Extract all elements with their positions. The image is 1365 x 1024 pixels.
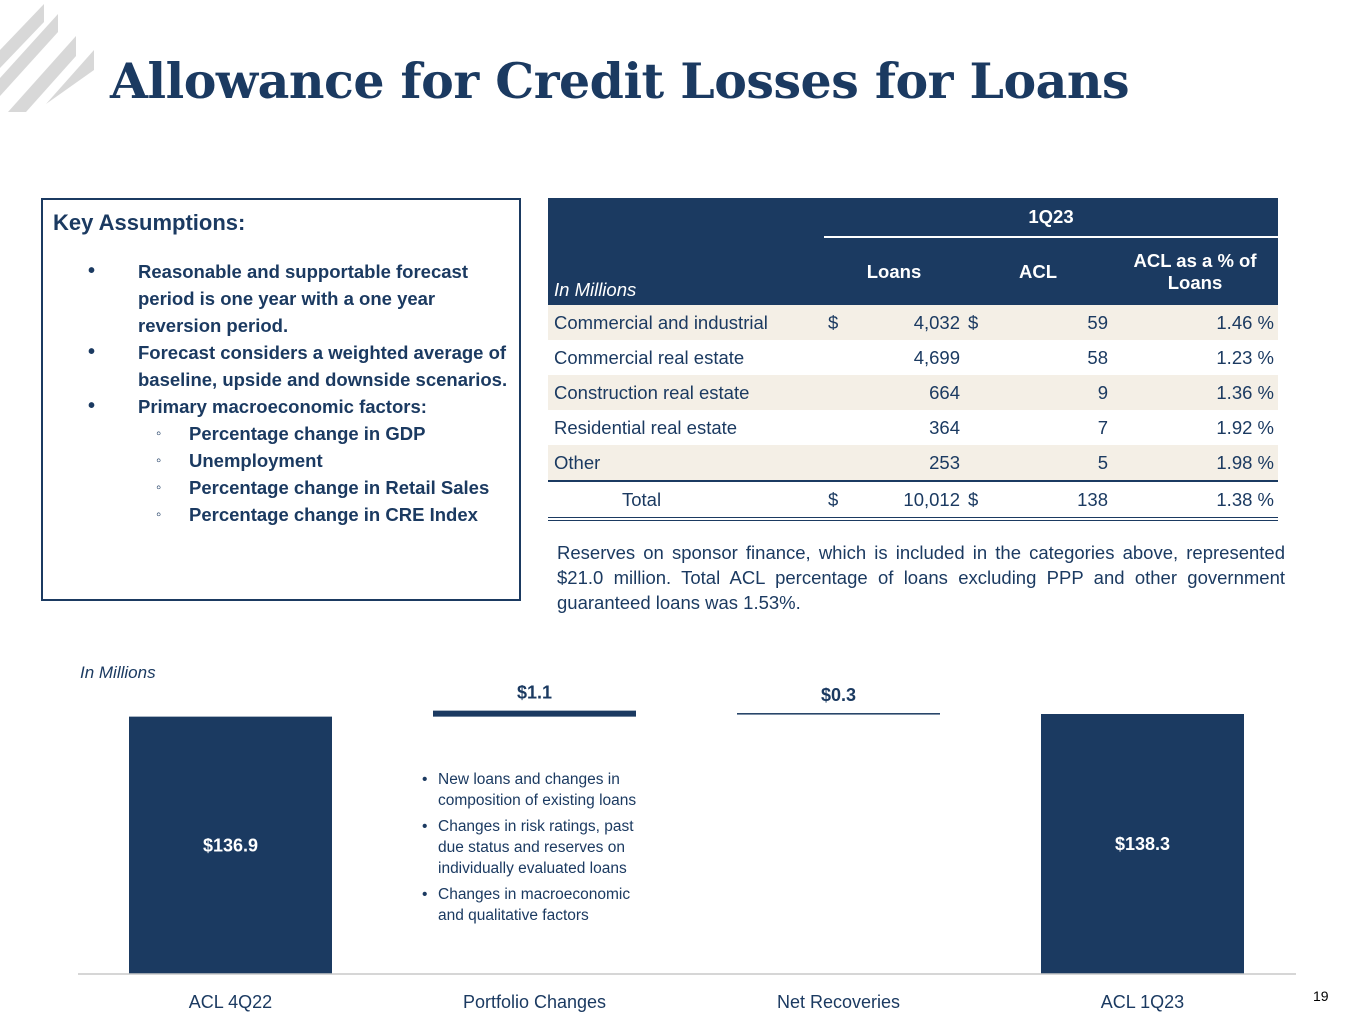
bar-value-label: $136.9 [202, 835, 259, 856]
loans-value: 4,032 [856, 305, 964, 340]
category-label: Portfolio Changes [462, 992, 607, 1012]
dollar-sign: $ [964, 305, 996, 340]
dollar-sign: $ [964, 481, 996, 519]
dollar-sign [824, 445, 856, 481]
row-label: Construction real estate [548, 375, 824, 410]
key-assumptions-list [53, 258, 509, 528]
acl-pct-value: 1.98 % [1112, 445, 1278, 481]
dollar-sign [824, 375, 856, 410]
page-number: 19 [1313, 988, 1329, 1004]
key-assumptions-heading: Key Assumptions: [53, 210, 246, 235]
row-label: Commercial and industrial [548, 305, 824, 340]
waterfall-bar [737, 713, 940, 715]
chart-units-label: In Millions [80, 663, 156, 682]
dollar-sign [964, 340, 996, 375]
annotation-bullet: • [422, 771, 428, 788]
acl-pct-value: 1.36 % [1112, 375, 1278, 410]
row-label: Commercial real estate [554, 346, 745, 368]
assumption-subitem: ◦ Percentage change in GDP [53, 420, 509, 447]
table-header-blank [548, 198, 824, 237]
table-units-label: In Millions [548, 237, 824, 305]
assumption-item: • Forecast considers a weighted average of baseline, upside and downside scenarios. [53, 339, 509, 393]
acl-value: 7 [1097, 416, 1108, 438]
dollar-sign [964, 410, 996, 445]
loans-value: 253 [856, 445, 964, 481]
row-label: Residential real estate [554, 416, 738, 438]
col-header-acl: ACL [964, 237, 1112, 305]
assumption-item: • Reasonable and supportable forecast period is one year with a one year reversion period. [53, 258, 509, 339]
acl-pct-value: 1.23 % [1216, 346, 1274, 368]
assumption-subitem: ◦ Percentage change in CRE Index [53, 501, 509, 528]
category-label: ACL 4Q22 [188, 992, 273, 1012]
dollar-sign [964, 375, 996, 410]
acl-waterfall-chart [0, 640, 1365, 1024]
acl-value: 58 [1087, 346, 1108, 368]
annotation-text: New loans and changes in composition of existing loans [438, 771, 637, 809]
dollar-sign: $ [824, 305, 856, 340]
reserves-note: Reserves on sponsor finance, which is included in the categories above, represented $21.0 million. Total ACL percentage of loans excluding PPP and other government guaranteed loans was 1.53%. [557, 542, 1285, 613]
page-title: Allowance for Credit Losses for Loans [110, 52, 1130, 110]
loans-value: 664 [856, 375, 964, 410]
annotation-bullet: • [422, 886, 428, 903]
acl-value: 9 [996, 375, 1112, 410]
acl-table [548, 198, 1278, 521]
annotation-text: Changes in risk ratings, past due status and reserves on individually evaluated loans [438, 818, 634, 877]
row-label: Total [548, 481, 824, 519]
col-header-loans: Loans [824, 237, 964, 305]
table-total-row [548, 481, 1278, 519]
company-logo [0, 0, 100, 115]
bar-value-label: $138.3 [1114, 834, 1171, 854]
bar-value-label: $0.3 [820, 685, 857, 706]
annotation-bullet: • [422, 818, 428, 835]
dollar-sign [824, 340, 856, 375]
acl-pct-value: 1.46 % [1112, 305, 1278, 340]
dollar-sign: $ [824, 481, 856, 519]
acl-pct-value: 1.92 % [1216, 416, 1274, 438]
category-label: ACL 1Q23 [1100, 992, 1185, 1012]
row-label: Other [548, 445, 824, 481]
assumption-subitem: ◦ Percentage change in Retail Sales [53, 474, 509, 501]
dollar-sign [964, 445, 996, 481]
annotation-text: Changes in macroeconomic and qualitative factors [438, 886, 631, 924]
table-row [548, 410, 1278, 445]
col-header-acl-pct: ACL as a % of Loans [1112, 237, 1278, 305]
bar-value-label: $1.1 [516, 682, 553, 703]
acl-pct-value: 1.38 % [1112, 481, 1278, 519]
table-row [548, 305, 1278, 340]
table-body [548, 305, 1278, 519]
table-period-header: 1Q23 [824, 198, 1278, 237]
dollar-sign [824, 410, 856, 445]
assumption-subitem: ◦ Unemployment [53, 447, 509, 474]
category-label: Net Recoveries [776, 992, 901, 1012]
waterfall-bar [433, 711, 636, 717]
acl-value: 138 [996, 481, 1112, 519]
table-row [548, 445, 1278, 481]
acl-value: 59 [996, 305, 1112, 340]
loans-value: 10,012 [856, 481, 964, 519]
loans-value: 364 [929, 416, 960, 438]
loans-value: 4,699 [913, 346, 960, 368]
key-assumptions-box [41, 198, 521, 601]
assumption-item: • Primary macroeconomic factors: [53, 393, 509, 420]
acl-value: 5 [996, 445, 1112, 481]
table-row [548, 340, 1278, 375]
table-row [548, 375, 1278, 410]
